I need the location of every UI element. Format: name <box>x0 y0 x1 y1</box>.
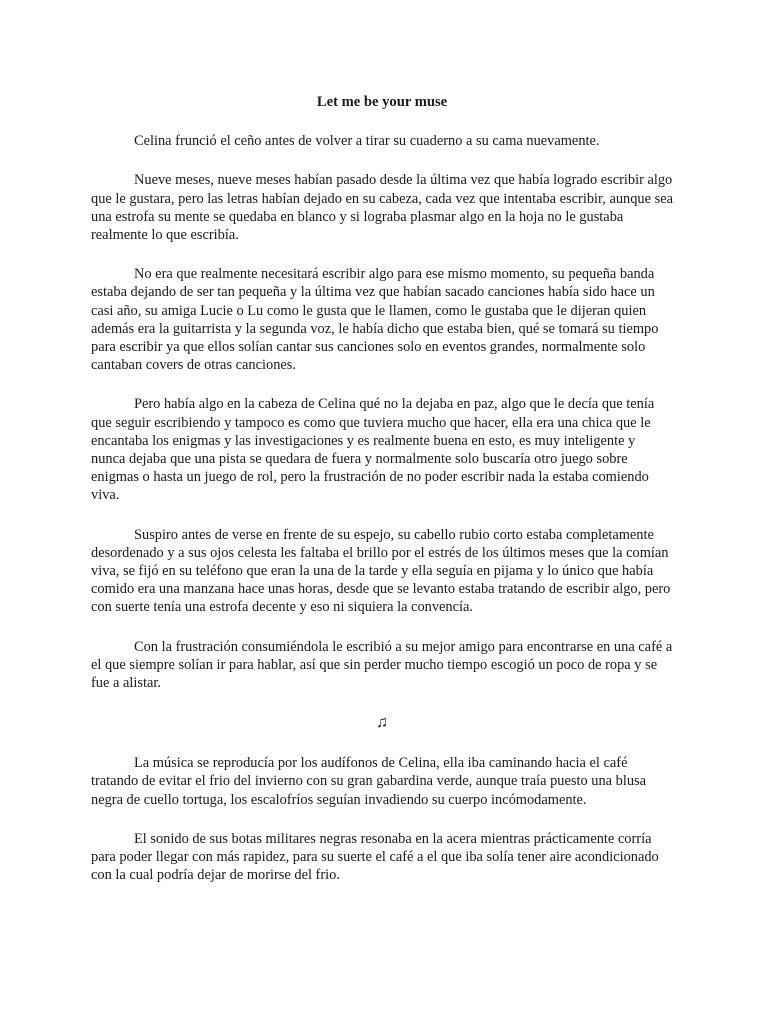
paragraph: Con la frustración consumiéndola le escribió a su mejor amigo para encontrarse en una café a el que siempre solían ir para hablar, así que sin perder mucho tiempo escogió un poco de ropa y se fue a alistar. <box>91 638 673 692</box>
document-title: Let me be your muse <box>316 94 448 110</box>
paragraph: Suspiro antes de verse en frente de su espejo, su cabello rubio corto estaba completamente desordenado y a sus ojos celesta les faltaba el brillo por el estrés de los últimos meses que la comían viva, se fijó en su teléfono que eran la una de la tarde y ella seguía en pijama y lo único que había comido era una manzana hace unas horas, desde que se levanto estaba tratando de escribir algo, pero con suerte tenía una estrofa decente y eso ni siquiera la convencía. <box>91 526 671 616</box>
music-note-divider-icon: ♫ <box>376 714 388 732</box>
paragraph: La música se reproducía por los audífonos de Celina, ella iba caminando hacia el café tratando de evitar el frio del invierno con su gran gabardina verde, aunque traía puesto una blusa negra de cuello tortuga, los escalofríos seguían invadiendo su cuerpo incómodamente. <box>91 755 647 808</box>
paragraph: Pero había algo en la cabeza de Celina qué no la dejaba en paz, algo que le decía que tenía que seguir escribiendo y tampoco es como que tuviera mucho que hacer, ella era una chica que le encantaba los enigmas y las investigaciones y es realmente buena en esto, es muy inteligente y nunca dejaba que una pista se quedara de fuera y normalmente solo buscaría otro juego sobre enigmas o hasta un juego de rol, pero la frustración de no poder escribir nada la estaba comiendo viva. <box>91 396 655 504</box>
paragraph: Celina frunció el ceño antes de volver a tirar su cuaderno a su cama nuevamente. <box>134 133 600 150</box>
paragraph: Nueve meses, nueve meses habían pasado desde la última vez que había logrado escribir algo que le gustara, pero las letras habían dejado en su cabeza, cada vez que intentaba escribir, aunque sea una estrofa su mente se quedaba en blanco y si lograba plasmar algo en la hoja no le gustaba realmente lo que escribía. <box>91 172 673 244</box>
paragraph: El sonido de sus botas militares negras resonaba en la acera mientras prácticamente corría para poder llegar con más rapidez, para su suerte el café a el que iba solía tener aire acondicionado con la cual podría dejar de morirse del frio. <box>91 830 659 884</box>
paragraph: No era que realmente necesitará escribir algo para ese mismo momento, su pequeña banda estaba dejando de ser tan pequeña y la última vez que habían sacado canciones había sido hace un casi año, su amiga Lucie o Lu como le gusta que le llamen, como le gustaba que le dijeran quien además era la guitarrista y la segunda voz, le había dicho que estaba bien, qué se tomará su tiempo para escribir ya que ellos solían cantar sus canciones solo en eventos grandes, normalmente solo cantaban covers de otras canciones. <box>91 266 659 374</box>
